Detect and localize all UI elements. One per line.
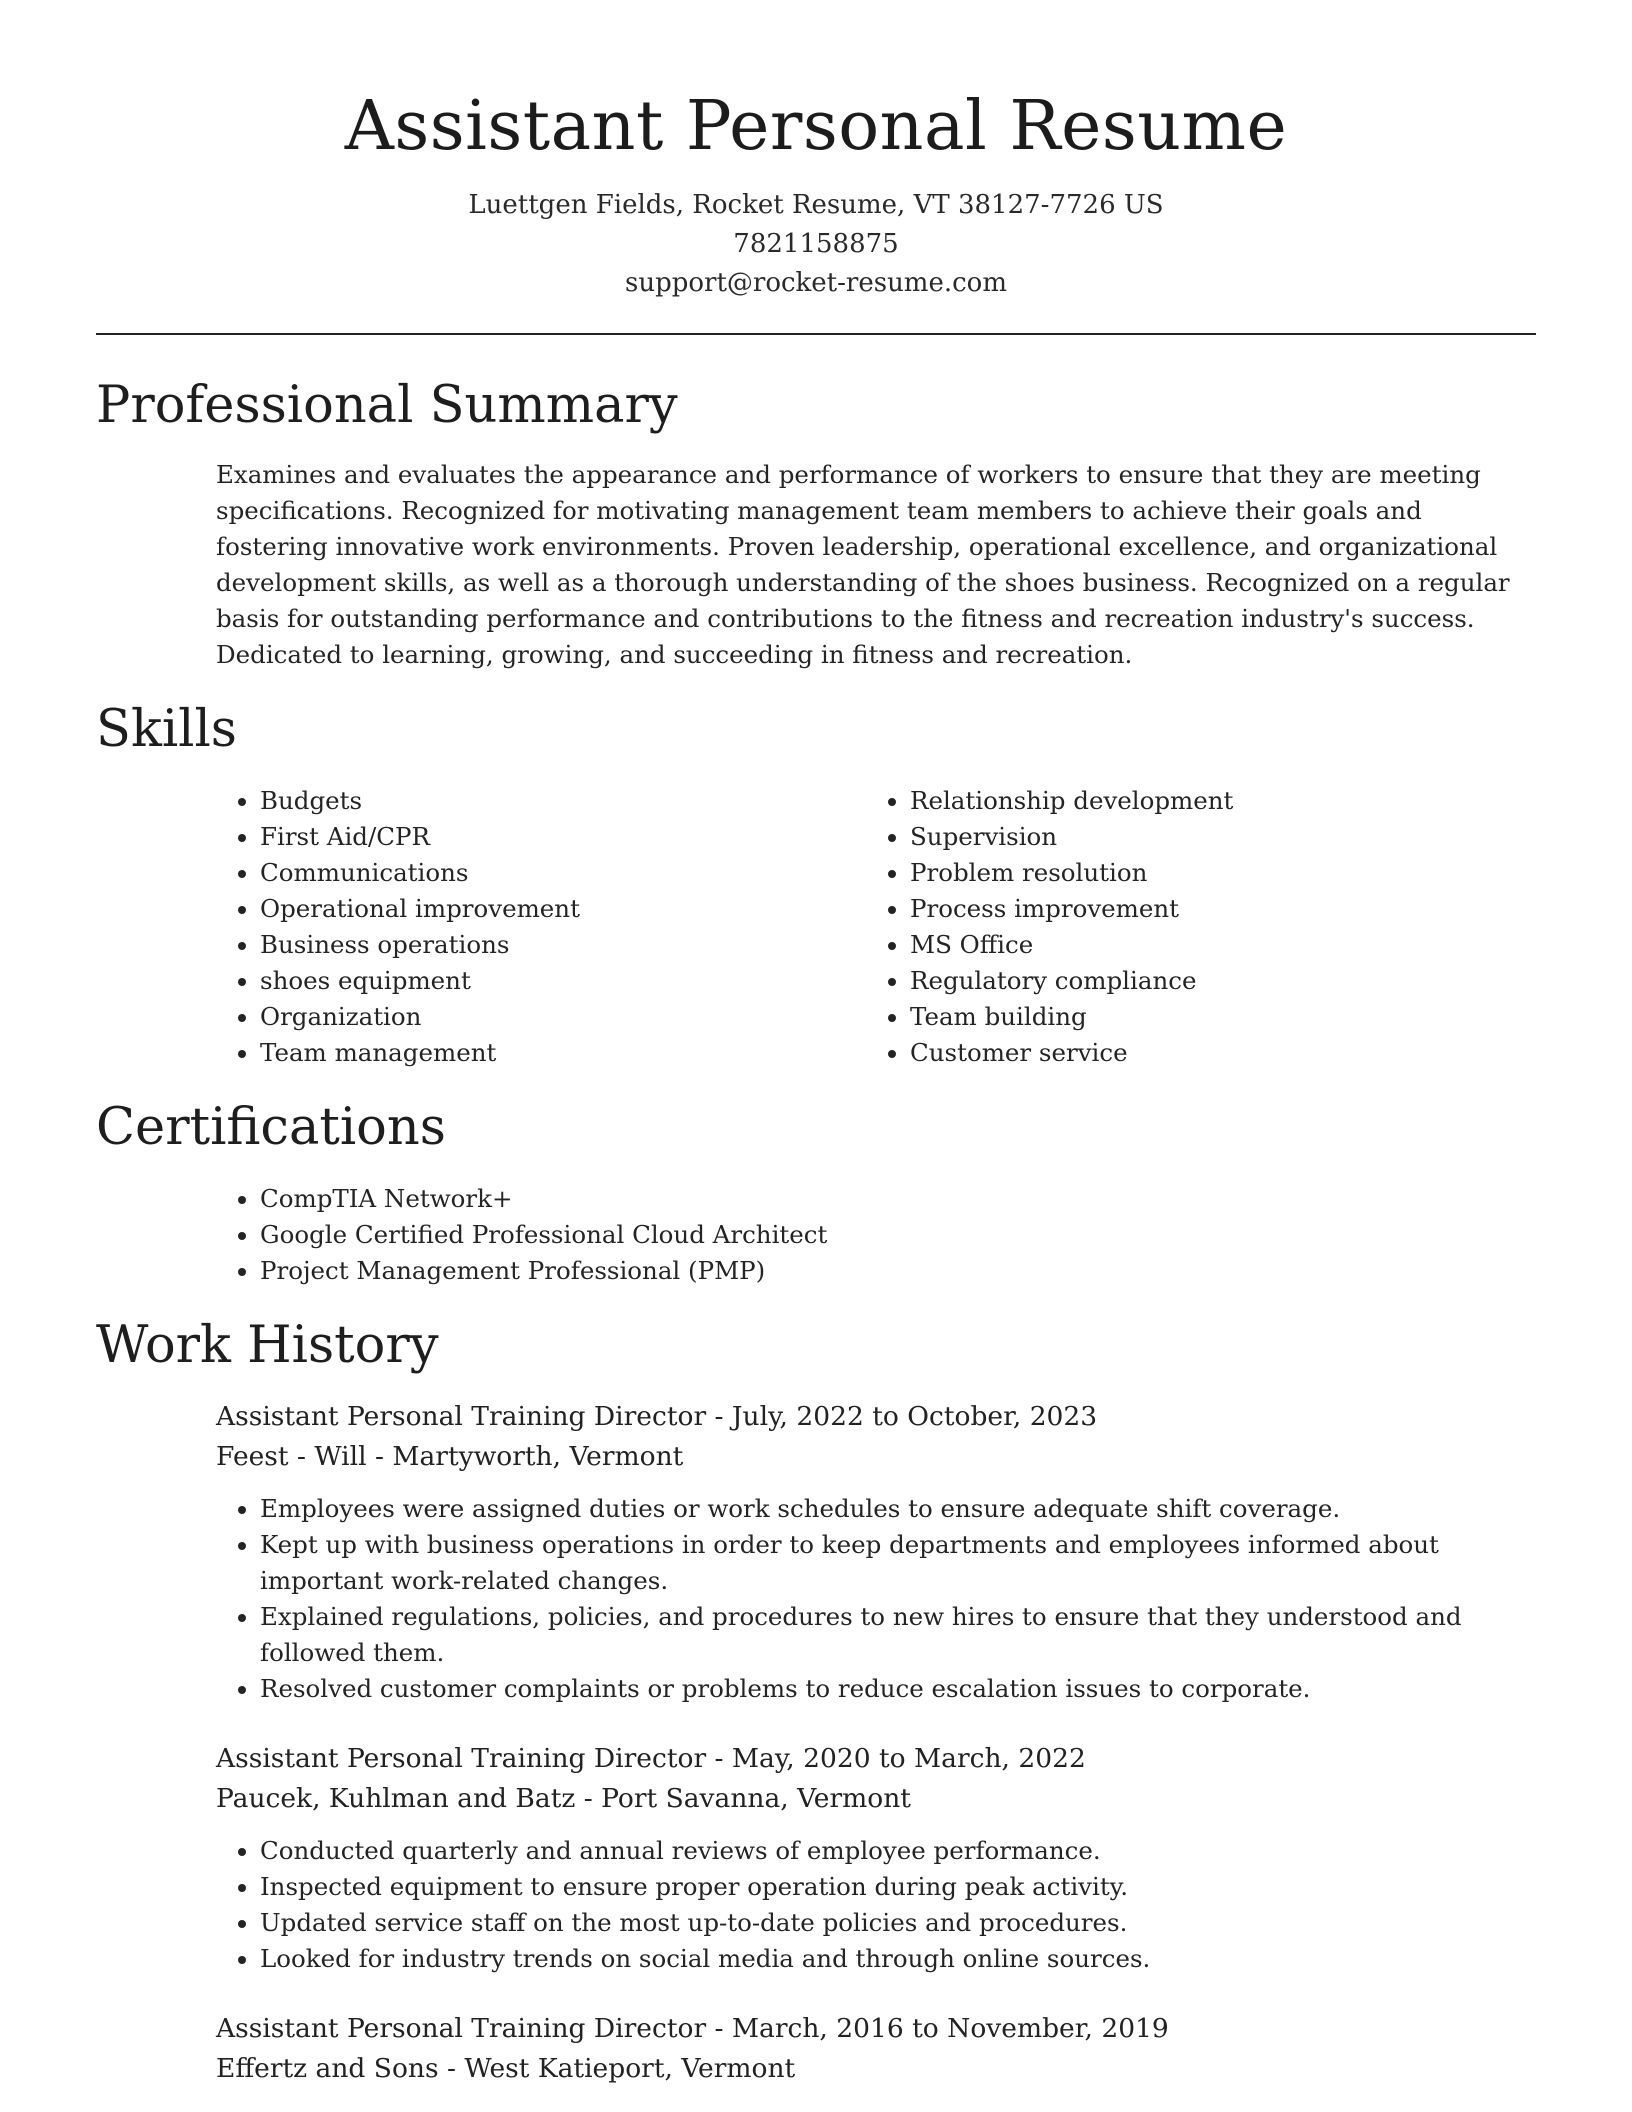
- job-bullets: [216, 1833, 1536, 1977]
- certification-item: • Google Certified Professional Cloud Architect: [260, 1217, 1536, 1253]
- job-location: Port Savanna, Vermont: [601, 1783, 911, 1814]
- skill-item: • Organization: [260, 999, 866, 1035]
- job-bullet: • Inspected equipment to ensure proper operation during peak activity.: [260, 1869, 1536, 1905]
- skill-item: • Team building: [910, 999, 1516, 1035]
- job-bullet: • Updated service staff on the most up-to-date policies and procedures.: [260, 1905, 1536, 1941]
- job-bullet: • Looked for industry trends on social media and through online sources.: [260, 1941, 1536, 1977]
- certifications-list: [216, 1181, 1536, 1289]
- skill-item: • Budgets: [260, 783, 866, 819]
- job-company-line: Feest - Will - Martyworth, Vermont: [216, 1441, 684, 1472]
- skill-item: • Supervision: [910, 819, 1516, 855]
- job-title: Assistant Personal Training Director: [216, 1743, 707, 1774]
- skill-item: • Business operations: [260, 927, 866, 963]
- skill-item: • Relationship development: [910, 783, 1516, 819]
- resume-page: [96, 0, 1536, 2089]
- summary-text: Examines and evaluates the appearance and performance of workers to ensure that they are meeting specifications. Recognized for motivating management team members to achieve their goals and fostering innovative work environments. Proven leadership, operational excellence, and organizational development skills, as well as a thorough understanding of the shoes business. Recognized on a regular basis for outstanding performance and contributions to the fitness and recreation industry's success. Dedicated to learning, growing, and succeeding in fitness and recreation.: [216, 460, 1510, 669]
- job-bullet: • Kept up with business operations in order to keep departments and employees informed about important work-related changes.: [260, 1527, 1536, 1599]
- job-title: Assistant Personal Training Director: [216, 1401, 707, 1432]
- section-heading-skills: Skills: [96, 700, 237, 759]
- job-title: Assistant Personal Training Director: [216, 2013, 707, 2044]
- skill-item: • Team management: [260, 1035, 866, 1071]
- section-heading-certifications: Certifications: [96, 1098, 446, 1157]
- skill-item: • Customer service: [910, 1035, 1516, 1071]
- section-heading-work-history: Work History: [96, 1316, 439, 1375]
- job-title-line: Assistant Personal Training Director - March, 2016 to November, 2019: [216, 2013, 1169, 2044]
- contact-address: Luettgen Fields, Rocket Resume, VT 38127-7726 US: [468, 190, 1164, 220]
- job-entry: [216, 1397, 1536, 1477]
- job-title-line: Assistant Personal Training Director - May, 2020 to March, 2022: [216, 1743, 1086, 1774]
- skills-column-left: [216, 783, 866, 1071]
- job-title-line: Assistant Personal Training Director - July, 2022 to October, 2023: [216, 1401, 1098, 1432]
- job-company: Effertz and Sons: [216, 2053, 439, 2084]
- skill-item: • First Aid/CPR: [260, 819, 866, 855]
- resume-name: Assistant Personal Resume: [344, 87, 1288, 166]
- job-entry: [216, 2009, 1536, 2089]
- job-bullet: • Employees were assigned duties or work schedules to ensure adequate shift coverage.: [260, 1491, 1536, 1527]
- skill-item: • MS Office: [910, 927, 1516, 963]
- job-company: Paucek, Kuhlman and Batz: [216, 1783, 576, 1814]
- job-entry: [216, 1739, 1536, 1819]
- skill-item: • Regulatory compliance: [910, 963, 1516, 999]
- skill-item: • Operational improvement: [260, 891, 866, 927]
- job-location: West Katieport, Vermont: [464, 2053, 796, 2084]
- skill-item: • Problem resolution: [910, 855, 1516, 891]
- contact-email[interactable]: support@rocket-resume.com: [624, 268, 1007, 298]
- certification-item: • Project Management Professional (PMP): [260, 1253, 1536, 1289]
- skills-list: [216, 783, 1536, 1071]
- job-company: Feest - Will: [216, 1441, 367, 1472]
- certification-item: • CompTIA Network+: [260, 1181, 1536, 1217]
- job-bullet: • Conducted quarterly and annual reviews of employee performance.: [260, 1833, 1536, 1869]
- job-company-line: Effertz and Sons - West Katieport, Vermont: [216, 2053, 796, 2084]
- contact-phone: 7821158875: [733, 229, 899, 259]
- header-divider: [96, 333, 1536, 335]
- skill-item: • Process improvement: [910, 891, 1516, 927]
- job-bullets: [216, 1491, 1536, 1707]
- section-heading-summary: Professional Summary: [96, 376, 678, 435]
- job-company-line: Paucek, Kuhlman and Batz - Port Savanna, Vermont: [216, 1783, 911, 1814]
- job-dates: March, 2016 to November, 2019: [731, 2013, 1169, 2044]
- job-bullet: • Explained regulations, policies, and procedures to new hires to ensure that they understood and followed them.: [260, 1599, 1536, 1671]
- job-dates: May, 2020 to March, 2022: [731, 1743, 1086, 1774]
- resume-header: [96, 84, 1536, 303]
- skills-column-right: [866, 783, 1516, 1071]
- job-location: Martyworth, Vermont: [392, 1441, 684, 1472]
- job-dates: July, 2022 to October, 2023: [731, 1401, 1098, 1432]
- job-bullet: • Resolved customer complaints or problems to reduce escalation issues to corporate.: [260, 1671, 1536, 1707]
- skill-item: • Communications: [260, 855, 866, 891]
- skill-item: • shoes equipment: [260, 963, 866, 999]
